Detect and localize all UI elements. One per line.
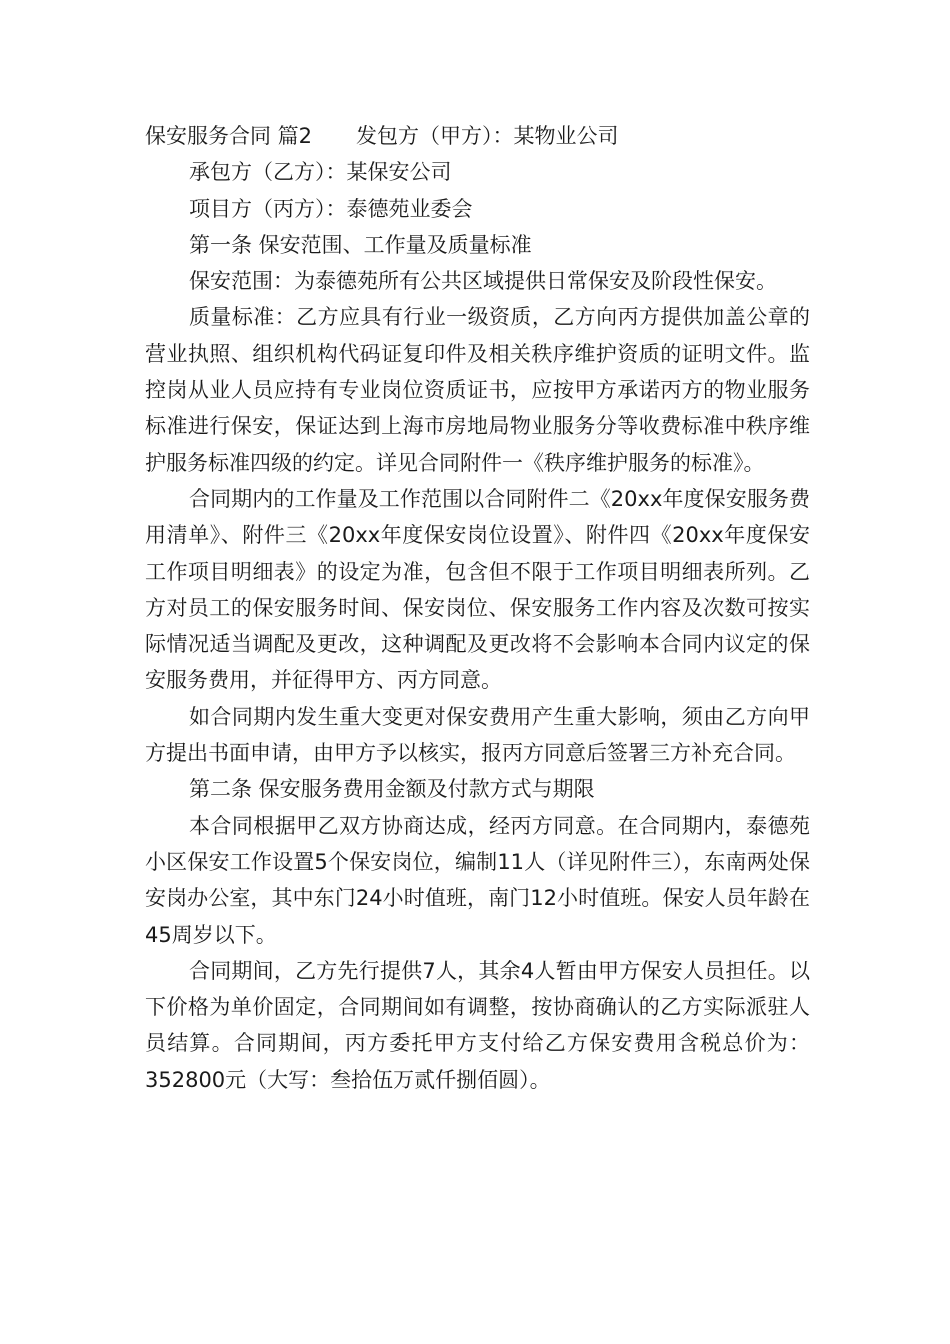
party-a: 发包方（甲方）：某物业公司 xyxy=(356,124,619,148)
article2-heading: 第二条 保安服务费用金额及付款方式与期限 xyxy=(189,777,595,802)
party-c: 项目方（丙方）：泰德苑业委会 xyxy=(189,196,473,221)
article1-heading: 第一条 保安范围、工作量及质量标准 xyxy=(189,232,532,257)
document-body xyxy=(145,118,810,1098)
article1-scope: 保安范围：为泰德苑所有公共区域提供日常保安及阶段性保安。 xyxy=(189,269,777,294)
party-b: 承包方（乙方）：某保安公司 xyxy=(189,160,452,185)
title-line xyxy=(145,118,810,154)
article2-para2: 合同期间，乙方先行提供7人，其余4人暂由甲方保安人员担任。以下价格为单价固定，合同期间如有调整，按协商确认的乙方实际派驻人员结算。合同期间，丙方委托甲方支付给乙方保安费用含税总价为：352800元（大写：叁拾伍万贰仟捌佰圆）。 xyxy=(145,958,810,1092)
article1-workload: 合同期内的工作量及工作范围以合同附件二《20xx年度保安服务费用清单》、附件三《20xx年度保安岗位设置》、附件四《20xx年度保安工作项目明细表》的设定为准，包含但不限于工作项目明细表所列。乙方对员工的保安服务时间、保安岗位、保安服务工作内容及次数可按实际情况适当调配及更改，这种调配及更改将不会影响本合同内议定的保安服务费用，并征得甲方、丙方同意。 xyxy=(145,486,810,693)
article1-quality: 质量标准：乙方应具有行业一级资质，乙方向丙方提供加盖公章的营业执照、组织机构代码证复印件及相关秩序维护资质的证明文件。监控岗从业人员应持有专业岗位资质证书，应按甲方承诺丙方的物业服务标准进行保安，保证达到上海市房地局物业服务分等收费标准中秩序维护服务标准四级的约定。详见合同附件一《秩序维护服务的标准》。 xyxy=(145,305,810,475)
article1-change: 如合同期内发生重大变更对保安费用产生重大影响，须由乙方向甲方提出书面申请，由甲方予以核实，报丙方同意后签署三方补充合同。 xyxy=(145,704,810,766)
article2-para1: 本合同根据甲乙双方协商达成，经丙方同意。在合同期内，泰德苑小区保安工作设置5个保安岗位，编制11人（详见附件三），东南两处保安岗办公室，其中东门24小时值班，南门12小时值班。保安人员年龄在45周岁以下。 xyxy=(145,813,810,947)
document-title: 保安服务合同 篇2 xyxy=(145,124,313,148)
